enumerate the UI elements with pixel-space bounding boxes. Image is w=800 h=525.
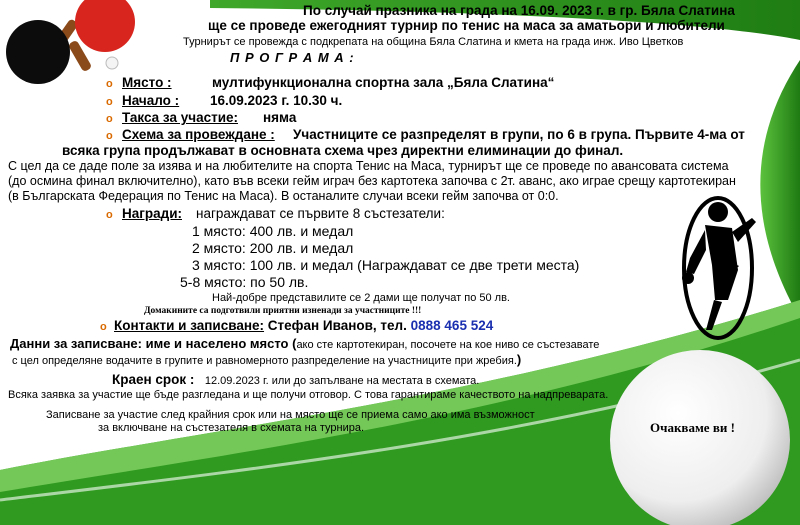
fee-value: няма <box>263 110 297 125</box>
scheme-line-1: Участниците се разпределят в групи, по 6 в група. Първите 4-ма от <box>293 127 745 142</box>
ping-pong-ball-icon <box>610 350 790 525</box>
awards-intro: награждават се първите 8 състезатели: <box>196 206 445 221</box>
review-text: Всяка заявка за участие ще бъде разгледана и ще получи отговор. С това гарантираме качеството на надпреварата. <box>8 389 609 401</box>
contacts-name: Стефан Иванов, тел. <box>267 318 407 333</box>
header-line-1: По случай празника на града на 16.09. 2023 г. в гр. Бяла Слатина <box>303 3 735 18</box>
award-place-1: 1 място: 400 лв. и медал <box>192 223 354 239</box>
fee-label: Такса за участие: <box>122 110 238 125</box>
program-heading: П Р О Г Р А М А : <box>230 50 355 65</box>
start-label: Начало : <box>122 93 180 108</box>
registration-note: ако сте картотекиран, посочете на кое ниво се състезавате <box>296 339 600 351</box>
contacts-phone[interactable]: 0888 465 524 <box>410 318 494 333</box>
bullet-icon: o <box>100 321 107 333</box>
deadline-label: Краен срок : <box>112 372 195 387</box>
system-line-1: С цел да се даде поле за изява и на любителите на спорта Тенис на Маса, турнирът ще се проведе по авансовата система <box>8 159 729 173</box>
scheme-line-2: всяка група продължават в основната схема чрез директни елиминации до финал. <box>62 143 624 158</box>
ball-slogan: Очакваме ви ! <box>650 420 735 435</box>
award-place-3: 3 място: 100 лв. и медал (Награждават се две трети места) <box>192 257 580 273</box>
system-line-3: (в Българската Федерация по Тенис на Маса). В останалите случаи всеки гейм започва от 0:0. <box>8 189 559 203</box>
header-line-2: ще се проведе ежегодният турнир по тенис на маса за аматьори и любители <box>208 18 725 33</box>
late-line-2: за включване на състезателя в схемата на турнира. <box>98 422 365 434</box>
late-line-1: Записване за участие след крайния срок или на място ще се приема само ако има възможност <box>46 409 535 421</box>
venue-value: мултифункционална спортна зала „Бяла Слатина“ <box>212 75 555 90</box>
bullet-icon: o <box>106 113 113 125</box>
start-value: 16.09.2023 г. 10.30 ч. <box>210 93 343 108</box>
bullet-icon: o <box>106 130 113 142</box>
awards-label: Награди: <box>122 206 182 221</box>
cho-label: CHO! <box>716 259 742 290</box>
registration-label: Данни за записване: име и населено място ( <box>10 336 297 351</box>
bullet-icon: o <box>106 96 113 108</box>
header-line-3: Турнирът се провежда с подкрепата на община Бяла Слатина и кмета на града инж. Иво Цветков <box>183 36 684 48</box>
hosts-note: Домакините са подготвили приятни изненади за участниците !!! <box>144 306 422 316</box>
system-line-2: (до осмина финал включително), като във всеки гейм играч без картотека започва с 2т. аванс, ако играе срещу картотекиран <box>8 174 736 188</box>
scheme-label: Схема за провеждане : <box>122 127 275 142</box>
registration-close-paren: ) <box>516 352 522 367</box>
award-place-2: 2 място: 200 лв. и медал <box>192 240 354 256</box>
venue-label: Място : <box>122 75 172 90</box>
contacts-label: Контакти и записване: <box>114 318 265 333</box>
bullet-icon: o <box>106 78 113 90</box>
award-place-5-8: 5-8 място: по 50 лв. <box>180 274 309 290</box>
bullet-icon: o <box>106 209 113 221</box>
deadline-value: 12.09.2023 г. или до запълване на местата в схемата. <box>204 375 480 387</box>
ladies-award: Най-добре представилите се 2 дами ще получат по 50 лв. <box>212 292 510 304</box>
registration-line-2: с цел определяне водачите в групите и равномерното разпределение на участниците при жребия. <box>12 355 517 367</box>
